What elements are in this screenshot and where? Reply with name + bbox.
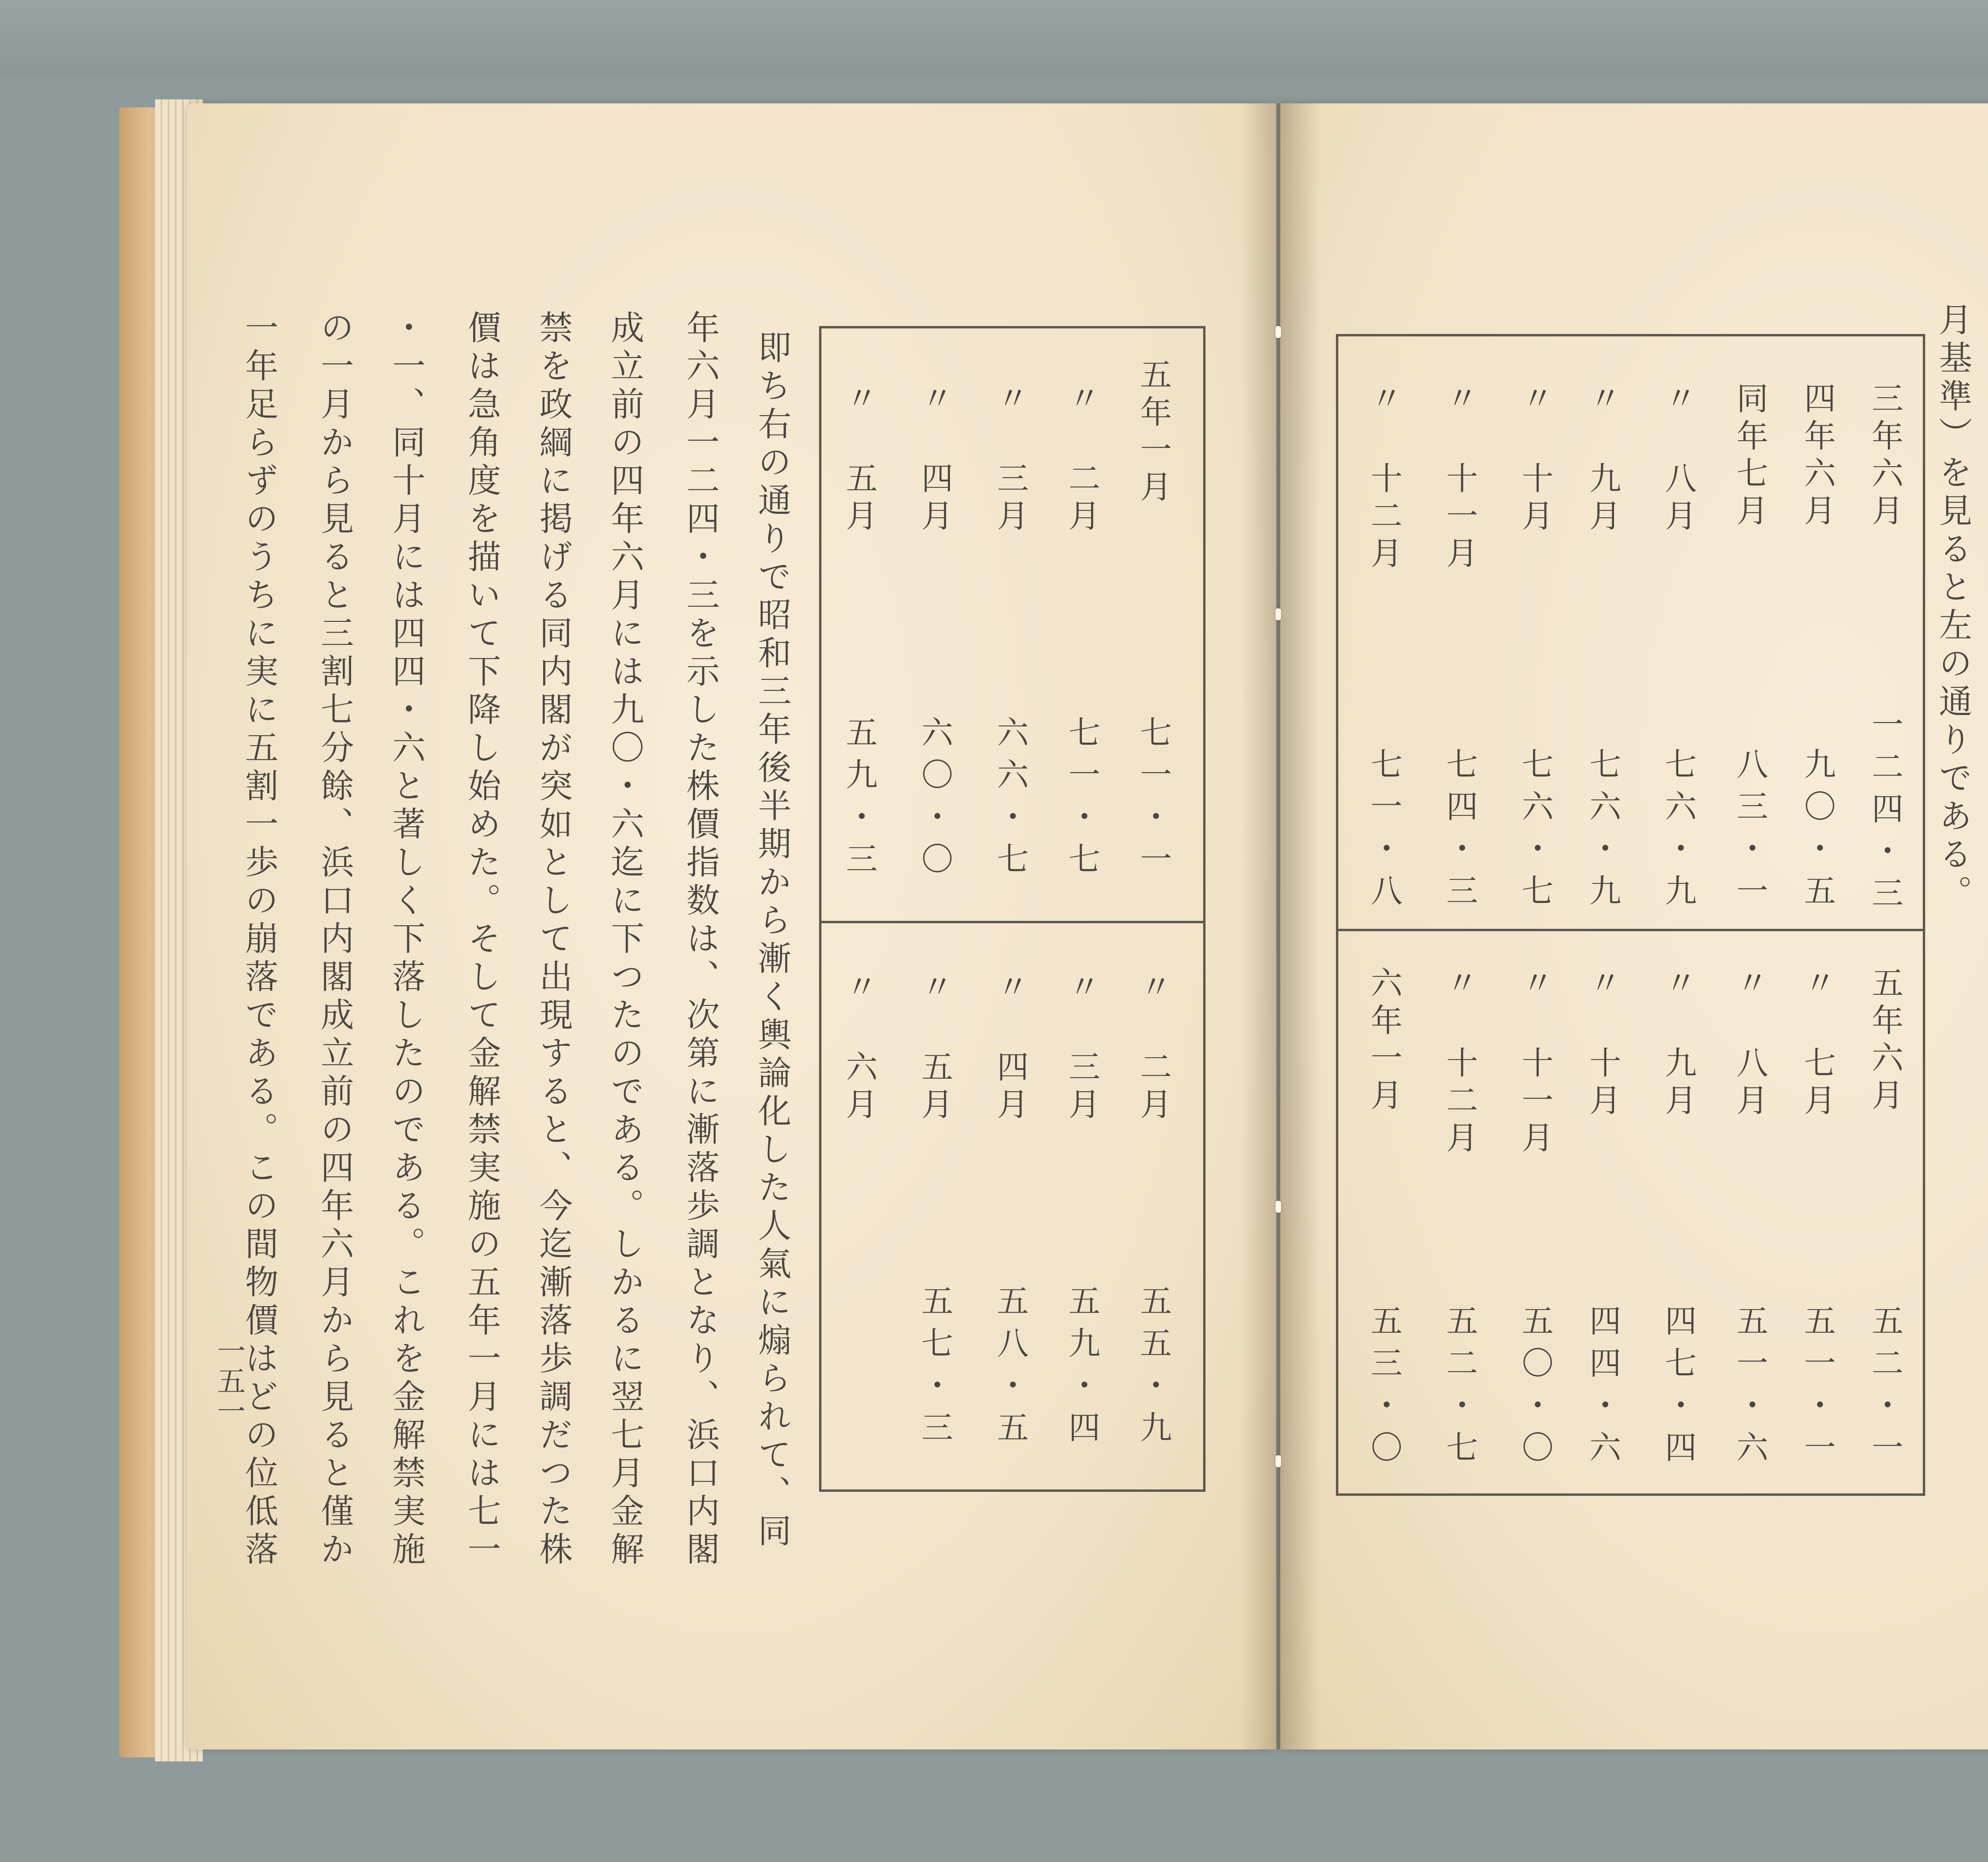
table-value: 七四・三 [1441,748,1478,916]
binding-stitch [1276,326,1281,338]
backdrop [0,0,1988,76]
table-month: 〃 九月 [1660,966,1697,1121]
table-month: 〃 十一月 [1516,966,1553,1158]
table-month: 同年七月 [1731,382,1768,531]
body-column: ・一、同十月には四四・六と著しく下落したのである。これを金解禁実施 [387,310,426,1570]
body-column: 月基準）を見ると左の通りである。 [1934,302,1972,913]
stock-index-table-right [1336,334,1925,1496]
table-value: 四七・四 [1660,1304,1697,1473]
table-value: 五五・九 [1135,1284,1172,1453]
table-month: 三年六月 [1866,382,1903,531]
table-month: 〃 二月 [1063,382,1100,536]
body-column: の一月から見ると三割七分餘、浜口内閣成立前の四年六月から見ると僅か [315,310,354,1570]
binding-stitch [1276,608,1281,620]
table-value: 六〇・〇 [916,716,953,884]
table-value: 五三・〇 [1365,1304,1402,1473]
table-value: 七六・七 [1516,748,1553,916]
table-month: 〃 八月 [1660,382,1697,536]
table-month: 〃 十一月 [1441,382,1478,574]
table-value: 五一・一 [1799,1304,1836,1473]
table-month: 〃 五月 [916,970,953,1125]
table-value: 七一・七 [1063,716,1100,884]
table-month: 〃 三月 [1063,970,1100,1125]
body-column: 價は急角度を描いて下降し始めた。そして金解禁実施の五年一月には七一 [462,310,501,1570]
body-column: 禁を政綱に掲げる同内閣が突如として出現すると、今迄漸落歩調だつた株 [534,310,573,1570]
table-month: 五年六月 [1866,966,1903,1116]
page-number-left: 一五一 [212,1336,246,1427]
table-month: 〃 十二月 [1365,382,1402,574]
table-month: 五年一月 [1135,358,1172,507]
table-month: 四年六月 [1799,382,1836,531]
table-value: 六六・七 [992,716,1029,884]
body-column: 年六月一二四・三を示した株價指数は、次第に漸落歩調となり、浜口内閣 [681,310,720,1570]
table-month: 〃 四月 [916,382,953,536]
table-month: 〃 四月 [992,970,1029,1125]
table-value: 五七・三 [916,1284,953,1453]
table-value: 七六・九 [1584,748,1621,916]
table-value: 五一・六 [1731,1304,1768,1473]
body-column: 即ち右の通りで昭和三年後半期から漸く輿論化した人氣に煽られて、同 [753,330,792,1551]
binding-stitch [1276,1201,1281,1213]
table-value: 五〇・〇 [1516,1304,1553,1473]
table-month: 〃 十月 [1584,966,1621,1121]
book-gutter [1241,103,1320,1749]
table-value: 九〇・五 [1799,748,1836,916]
body-column: 一年足らずのうちに実に五割一歩の崩落である。この間物價はどの位低落 [240,310,279,1570]
table-divider [821,921,1203,923]
body-column: 成立前の四年六月には九〇・六迄に下つたのである。しかるに翌七月金解 [606,310,645,1570]
table-value: 五二・七 [1441,1304,1478,1473]
table-value: 一二四・三 [1866,708,1903,918]
table-month: 〃 二月 [1135,970,1172,1125]
table-month: 〃 十二月 [1441,966,1478,1158]
table-month: 〃 三月 [992,382,1029,536]
table-month: 六年一月 [1365,966,1402,1116]
table-value: 七一・八 [1365,748,1402,916]
table-value: 七一・一 [1135,716,1172,884]
table-value: 八三・一 [1731,748,1768,916]
table-month: 〃 十月 [1516,382,1553,536]
table-month: 〃 七月 [1799,966,1836,1121]
table-month: 〃 六月 [841,970,878,1125]
table-value: 五九・三 [841,716,878,884]
table-month: 〃 八月 [1731,966,1768,1121]
table-value: 五九・四 [1063,1284,1100,1453]
binding-stitch [1276,1455,1281,1467]
table-divider [1338,929,1923,931]
table-value: 四四・六 [1584,1304,1621,1473]
table-value: 五八・五 [992,1284,1029,1453]
table-month: 〃 九月 [1584,382,1621,536]
table-value: 五二・一 [1866,1304,1903,1473]
table-month: 〃 五月 [841,382,878,536]
table-value: 七六・九 [1660,748,1697,916]
